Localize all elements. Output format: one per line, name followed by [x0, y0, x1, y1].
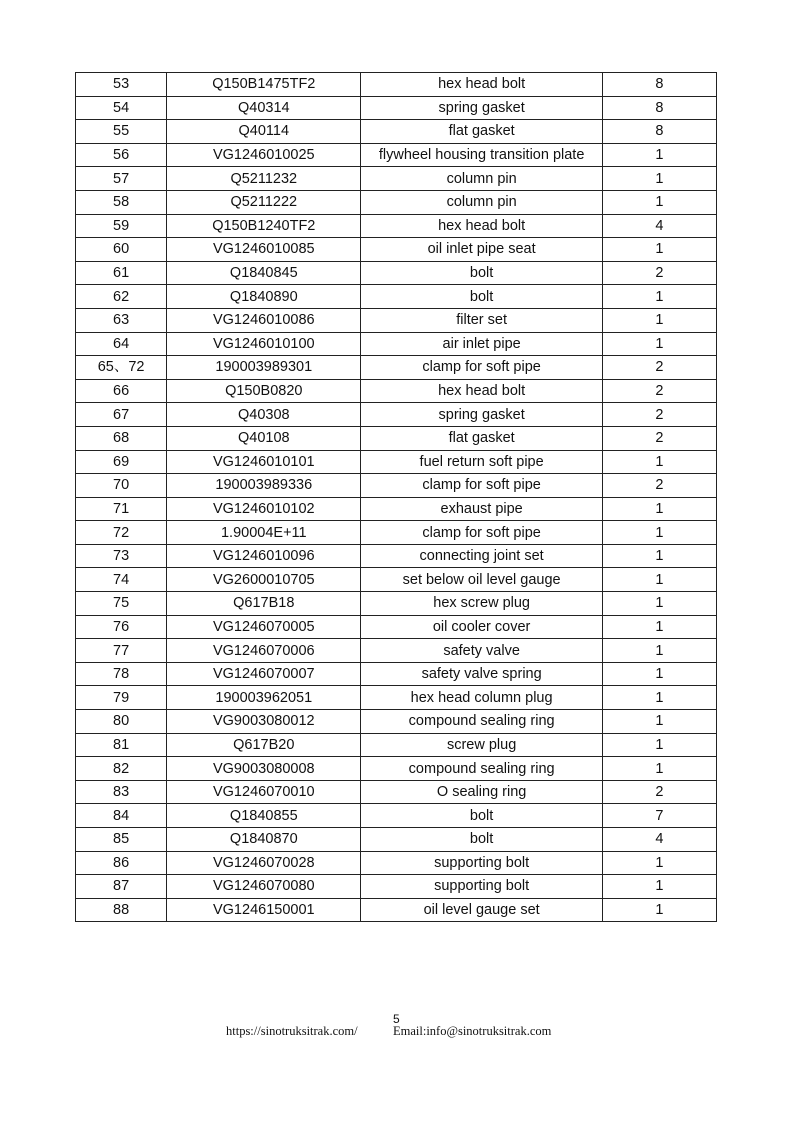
- part-number-cell: VG1246010085: [167, 238, 361, 262]
- table-row: [76, 615, 717, 639]
- item-number-cell: 70: [76, 474, 167, 498]
- table-row: [76, 898, 717, 922]
- part-name-cell: column pin: [361, 167, 602, 191]
- part-number-cell: Q617B18: [167, 592, 361, 616]
- quantity-cell: 1: [602, 497, 716, 521]
- part-number-cell: 1.90004E+11: [167, 521, 361, 545]
- table-row: [76, 214, 717, 238]
- part-number-cell: Q617B20: [167, 733, 361, 757]
- quantity-cell: 1: [602, 639, 716, 663]
- part-name-cell: hex screw plug: [361, 592, 602, 616]
- part-name-cell: O sealing ring: [361, 780, 602, 804]
- table-row: [76, 686, 717, 710]
- quantity-cell: 8: [602, 73, 716, 97]
- item-number-cell: 88: [76, 898, 167, 922]
- table-row: [76, 332, 717, 356]
- table-row: [76, 356, 717, 380]
- item-number-cell: 71: [76, 497, 167, 521]
- table-row: [76, 450, 717, 474]
- table-row: [76, 804, 717, 828]
- part-number-cell: 190003989301: [167, 356, 361, 380]
- item-number-cell: 73: [76, 544, 167, 568]
- part-name-cell: filter set: [361, 308, 602, 332]
- quantity-cell: 1: [602, 544, 716, 568]
- table-row: [76, 851, 717, 875]
- part-number-cell: 190003962051: [167, 686, 361, 710]
- part-name-cell: set below oil level gauge: [361, 568, 602, 592]
- part-name-cell: bolt: [361, 261, 602, 285]
- table-row: [76, 379, 717, 403]
- part-name-cell: air inlet pipe: [361, 332, 602, 356]
- item-number-cell: 59: [76, 214, 167, 238]
- item-number-cell: 76: [76, 615, 167, 639]
- item-number-cell: 85: [76, 828, 167, 852]
- part-number-cell: VG2600010705: [167, 568, 361, 592]
- table-row: [76, 261, 717, 285]
- item-number-cell: 74: [76, 568, 167, 592]
- part-name-cell: flat gasket: [361, 120, 602, 144]
- table-row: [76, 521, 717, 545]
- table-row: [76, 757, 717, 781]
- part-number-cell: VG9003080008: [167, 757, 361, 781]
- table-row: [76, 403, 717, 427]
- item-number-cell: 72: [76, 521, 167, 545]
- part-name-cell: hex head bolt: [361, 379, 602, 403]
- part-number-cell: VG1246150001: [167, 898, 361, 922]
- parts-table-body: [76, 73, 717, 922]
- item-number-cell: 60: [76, 238, 167, 262]
- part-number-cell: VG1246070080: [167, 875, 361, 899]
- part-number-cell: VG1246010102: [167, 497, 361, 521]
- part-name-cell: oil inlet pipe seat: [361, 238, 602, 262]
- part-number-cell: 190003989336: [167, 474, 361, 498]
- table-row: [76, 285, 717, 309]
- quantity-cell: 2: [602, 780, 716, 804]
- footer-email-link[interactable]: Email:info@sinotruksitrak.com: [393, 1024, 552, 1038]
- part-number-cell: VG1246010100: [167, 332, 361, 356]
- part-name-cell: compound sealing ring: [361, 757, 602, 781]
- table-row: [76, 73, 717, 97]
- table-row: [76, 780, 717, 804]
- table-row: [76, 828, 717, 852]
- quantity-cell: 1: [602, 450, 716, 474]
- table-row: [76, 639, 717, 663]
- part-number-cell: Q5211232: [167, 167, 361, 191]
- part-name-cell: clamp for soft pipe: [361, 474, 602, 498]
- quantity-cell: 1: [602, 167, 716, 191]
- page-number: 5: [393, 1012, 400, 1026]
- part-name-cell: oil cooler cover: [361, 615, 602, 639]
- part-number-cell: Q150B0820: [167, 379, 361, 403]
- item-number-cell: 54: [76, 96, 167, 120]
- part-number-cell: VG9003080012: [167, 710, 361, 734]
- item-number-cell: 57: [76, 167, 167, 191]
- part-name-cell: exhaust pipe: [361, 497, 602, 521]
- part-number-cell: Q1840845: [167, 261, 361, 285]
- part-name-cell: connecting joint set: [361, 544, 602, 568]
- part-name-cell: flat gasket: [361, 426, 602, 450]
- quantity-cell: 1: [602, 285, 716, 309]
- part-name-cell: clamp for soft pipe: [361, 521, 602, 545]
- part-name-cell: column pin: [361, 190, 602, 214]
- table-row: [76, 120, 717, 144]
- quantity-cell: 2: [602, 379, 716, 403]
- part-number-cell: VG1246070007: [167, 662, 361, 686]
- part-name-cell: spring gasket: [361, 96, 602, 120]
- item-number-cell: 80: [76, 710, 167, 734]
- quantity-cell: 1: [602, 710, 716, 734]
- item-number-cell: 83: [76, 780, 167, 804]
- item-number-cell: 66: [76, 379, 167, 403]
- part-name-cell: bolt: [361, 285, 602, 309]
- part-number-cell: VG1246070005: [167, 615, 361, 639]
- item-number-cell: 87: [76, 875, 167, 899]
- quantity-cell: 1: [602, 143, 716, 167]
- quantity-cell: 1: [602, 615, 716, 639]
- item-number-cell: 82: [76, 757, 167, 781]
- table-row: [76, 710, 717, 734]
- part-name-cell: clamp for soft pipe: [361, 356, 602, 380]
- footer-url-link[interactable]: https://sinotruksitrak.com/: [226, 1024, 358, 1038]
- item-number-cell: 75: [76, 592, 167, 616]
- item-number-cell: 69: [76, 450, 167, 474]
- quantity-cell: 1: [602, 898, 716, 922]
- table-row: [76, 474, 717, 498]
- quantity-cell: 1: [602, 875, 716, 899]
- quantity-cell: 1: [602, 238, 716, 262]
- part-name-cell: supporting bolt: [361, 875, 602, 899]
- part-name-cell: hex head column plug: [361, 686, 602, 710]
- quantity-cell: 7: [602, 804, 716, 828]
- quantity-cell: 1: [602, 568, 716, 592]
- quantity-cell: 1: [602, 308, 716, 332]
- item-number-cell: 58: [76, 190, 167, 214]
- table-row: [76, 733, 717, 757]
- item-number-cell: 79: [76, 686, 167, 710]
- item-number-cell: 56: [76, 143, 167, 167]
- item-number-cell: 64: [76, 332, 167, 356]
- item-number-cell: 84: [76, 804, 167, 828]
- quantity-cell: 4: [602, 828, 716, 852]
- table-row: [76, 238, 717, 262]
- quantity-cell: 1: [602, 686, 716, 710]
- item-number-cell: 55: [76, 120, 167, 144]
- part-number-cell: Q1840870: [167, 828, 361, 852]
- part-number-cell: VG1246070010: [167, 780, 361, 804]
- item-number-cell: 62: [76, 285, 167, 309]
- item-number-cell: 81: [76, 733, 167, 757]
- table-row: [76, 96, 717, 120]
- quantity-cell: 2: [602, 356, 716, 380]
- quantity-cell: 2: [602, 261, 716, 285]
- part-number-cell: Q40308: [167, 403, 361, 427]
- quantity-cell: 1: [602, 592, 716, 616]
- quantity-cell: 1: [602, 662, 716, 686]
- table-row: [76, 592, 717, 616]
- part-name-cell: supporting bolt: [361, 851, 602, 875]
- item-number-cell: 53: [76, 73, 167, 97]
- parts-table: [75, 72, 717, 922]
- item-number-cell: 65、72: [76, 356, 167, 380]
- part-name-cell: spring gasket: [361, 403, 602, 427]
- quantity-cell: 1: [602, 190, 716, 214]
- table-row: [76, 568, 717, 592]
- part-number-cell: VG1246010096: [167, 544, 361, 568]
- quantity-cell: 1: [602, 851, 716, 875]
- quantity-cell: 2: [602, 426, 716, 450]
- part-number-cell: Q150B1240TF2: [167, 214, 361, 238]
- item-number-cell: 78: [76, 662, 167, 686]
- item-number-cell: 68: [76, 426, 167, 450]
- quantity-cell: 1: [602, 521, 716, 545]
- part-number-cell: Q40114: [167, 120, 361, 144]
- table-row: [76, 308, 717, 332]
- item-number-cell: 67: [76, 403, 167, 427]
- part-name-cell: hex head bolt: [361, 73, 602, 97]
- part-number-cell: VG1246010101: [167, 450, 361, 474]
- item-number-cell: 77: [76, 639, 167, 663]
- quantity-cell: 8: [602, 120, 716, 144]
- table-row: [76, 544, 717, 568]
- part-number-cell: VG1246010025: [167, 143, 361, 167]
- quantity-cell: 1: [602, 332, 716, 356]
- part-number-cell: VG1246010086: [167, 308, 361, 332]
- quantity-cell: 1: [602, 733, 716, 757]
- quantity-cell: 2: [602, 474, 716, 498]
- part-name-cell: safety valve: [361, 639, 602, 663]
- part-name-cell: hex head bolt: [361, 214, 602, 238]
- part-number-cell: VG1246070006: [167, 639, 361, 663]
- table-row: [76, 875, 717, 899]
- part-number-cell: Q5211222: [167, 190, 361, 214]
- part-name-cell: fuel return soft pipe: [361, 450, 602, 474]
- part-number-cell: Q1840855: [167, 804, 361, 828]
- part-name-cell: flywheel housing transition plate: [361, 143, 602, 167]
- item-number-cell: 63: [76, 308, 167, 332]
- part-name-cell: bolt: [361, 804, 602, 828]
- part-name-cell: safety valve spring: [361, 662, 602, 686]
- quantity-cell: 2: [602, 403, 716, 427]
- part-name-cell: oil level gauge set: [361, 898, 602, 922]
- part-number-cell: Q40314: [167, 96, 361, 120]
- table-row: [76, 497, 717, 521]
- quantity-cell: 1: [602, 757, 716, 781]
- part-number-cell: Q1840890: [167, 285, 361, 309]
- table-row: [76, 143, 717, 167]
- quantity-cell: 8: [602, 96, 716, 120]
- part-number-cell: VG1246070028: [167, 851, 361, 875]
- part-number-cell: Q150B1475TF2: [167, 73, 361, 97]
- item-number-cell: 61: [76, 261, 167, 285]
- part-name-cell: bolt: [361, 828, 602, 852]
- quantity-cell: 4: [602, 214, 716, 238]
- table-row: [76, 426, 717, 450]
- part-name-cell: screw plug: [361, 733, 602, 757]
- item-number-cell: 86: [76, 851, 167, 875]
- table-row: [76, 190, 717, 214]
- part-number-cell: Q40108: [167, 426, 361, 450]
- part-name-cell: compound sealing ring: [361, 710, 602, 734]
- table-row: [76, 167, 717, 191]
- table-row: [76, 662, 717, 686]
